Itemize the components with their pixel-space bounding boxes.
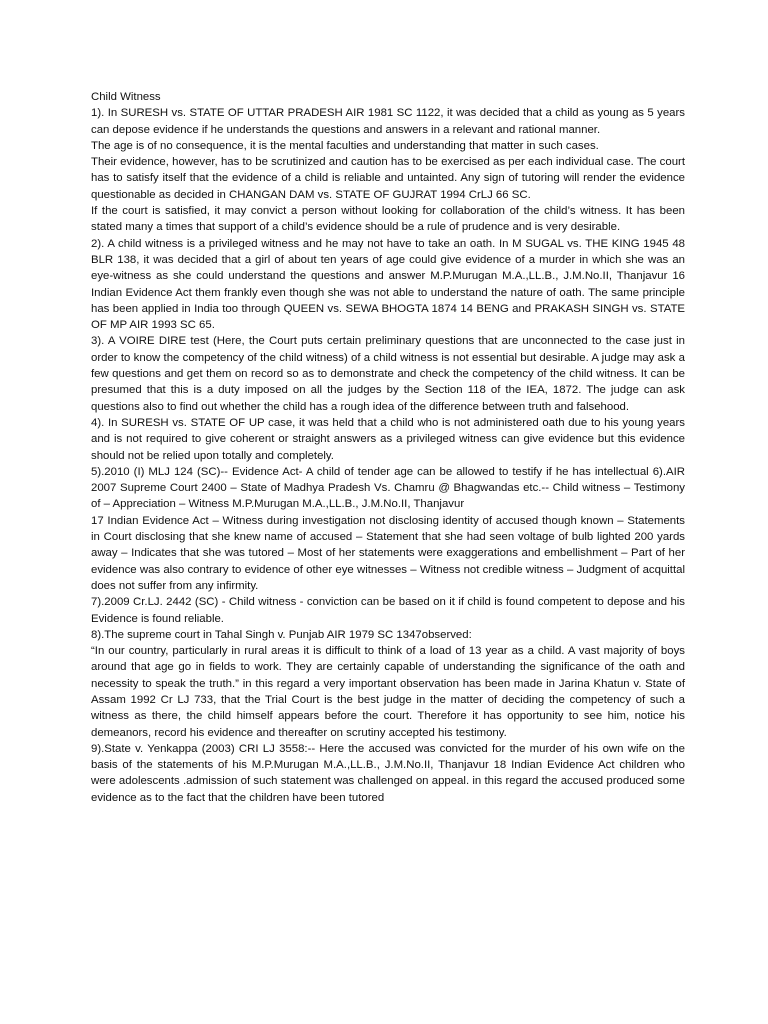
paragraph: 5).2010 (I) MLJ 124 (SC)-- Evidence Act- A child of tender age can be allowed to testify if he has intellectual 6).AIR 2007 Supreme Court 2400 – State of Madhya Pradesh Vs. Chamru @ Bhagwandas etc.-- Child witness – Testimony of – Appreciation – Witness M.P.Murugan M.A.,LL.B., J.M.No.II, Thanjavur bbox=[91, 465, 685, 511]
paragraph: 9).State v. Yenkappa (2003) CRI LJ 3558:-- Here the accused was convicted for the murder of his own wife on the basis of the statements of his M.P.Murugan M.A.,LL.B., J.M.No.II, Thanjavur 18 Indian Evidence Act children who were adolescents .admission of such statement was challenged on appeal. in this regard the accused produced some evidence as to the fact that the children have been tutored bbox=[91, 742, 685, 804]
paragraph: “In our country, particularly in rural areas it is difficult to think of a load of 13 year as a child. A vast majority of boys around that age go in fields to work. They are certainly capable of understanding the significance of the oath and necessity to speak the truth.” in this regard a very important observation has been made in Jarina Khatun v. State of Assam 1992 Cr LJ 733, that the Trial Court is the best judge in the matter of deciding the competency of such a witness as there, the child himself appears before the court. Therefore it has opportunity to see him, notice his demeanors, record his evidence and thereafter on scrutiny accepted his testimony. bbox=[91, 645, 685, 739]
paragraph: 7).2009 Cr.LJ. 2442 (SC) - Child witness - conviction can be based on it if child is found competent to depose and his Evidence is found reliable. bbox=[91, 596, 685, 625]
paragraph: 4). In SURESH vs. STATE OF UP case, it was held that a child who is not administered oath due to his young years and is not required to give coherent or straight answers as a privileged witness can give evidence but this evidence should not be relied upon totally and completely. bbox=[91, 416, 685, 462]
paragraph: 17 Indian Evidence Act – Witness during investigation not disclosing identity of accused though known – Statements in Court disclosing that she knew name of accused – Statement that she had seen voltage of bulb lighted 200 yards away – Indicates that she was tutored – Most of her statements were exaggerations and embellishment – Part of her evidence was also contrary to evidence of other eye witnesses – Witness not credible witness – Judgment of acquittal does not suffer from any infirmity. bbox=[91, 514, 685, 592]
paragraph: The age is of no consequence, it is the mental faculties and understanding that matter in such cases. bbox=[91, 139, 599, 152]
paragraph: 1). In SURESH vs. STATE OF UTTAR PRADESH AIR 1981 SC 1122, it was decided that a child as young as 5 years can depose evidence if he understands the questions and answers in a relevant and rational manner. bbox=[91, 107, 685, 136]
paragraph: 8).The supreme court in Tahal Singh v. Punjab AIR 1979 SC 1347observed: bbox=[91, 628, 472, 641]
document-page bbox=[91, 89, 685, 806]
paragraph: 2). A child witness is a privileged witness and he may not have to take an oath. In M SUGAL vs. THE KING 1945 48 BLR 138, it was decided that a girl of about ten years of age could give evidence of a murder in which she was an eye-witness as she could understand the questions and answer M.P.Murugan M.A.,LL.B., J.M.No.II, Thanjavur 16 Indian Evidence Act them frankly even though she was not able to understand the nature of oath. The same principle has been applied in India too through QUEEN vs. SEWA BHOGTA 1874 14 BENG and PRAKASH SINGH vs. STATE OF MP AIR 1993 SC 65. bbox=[91, 237, 685, 332]
document-title: Child Witness bbox=[91, 91, 161, 103]
paragraph: 3). A VOIRE DIRE test (Here, the Court puts certain preliminary questions that are unconnected to the case just in order to know the competency of the child witness) of a child witness is not essential but desirable. A judge may ask a few questions and get them on record so as to demonstrate and check the competency of the child witness. It can be presumed that this is a duty imposed on all the judges by the Section 118 of the IEA, 1872. The judge can ask questions also to find out whether the child has a rough idea of the difference between truth and falsehood. bbox=[91, 335, 685, 413]
paragraph: Their evidence, however, has to be scrutinized and caution has to be exercised as per each individual case. The court has to satisfy itself that the evidence of a child is reliable and untainted. Any sign of tutoring will render the evidence questionable as decided in CHANGAN DAM vs. STATE OF GUJRAT 1994 CrLJ 66 SC. bbox=[91, 156, 685, 201]
paragraph: If the court is satisfied, it may convict a person without looking for collaboration of the child’s witness. It has been stated many a times that support of a child’s evidence should be a rule of prudence and is very desirable. bbox=[91, 205, 685, 234]
